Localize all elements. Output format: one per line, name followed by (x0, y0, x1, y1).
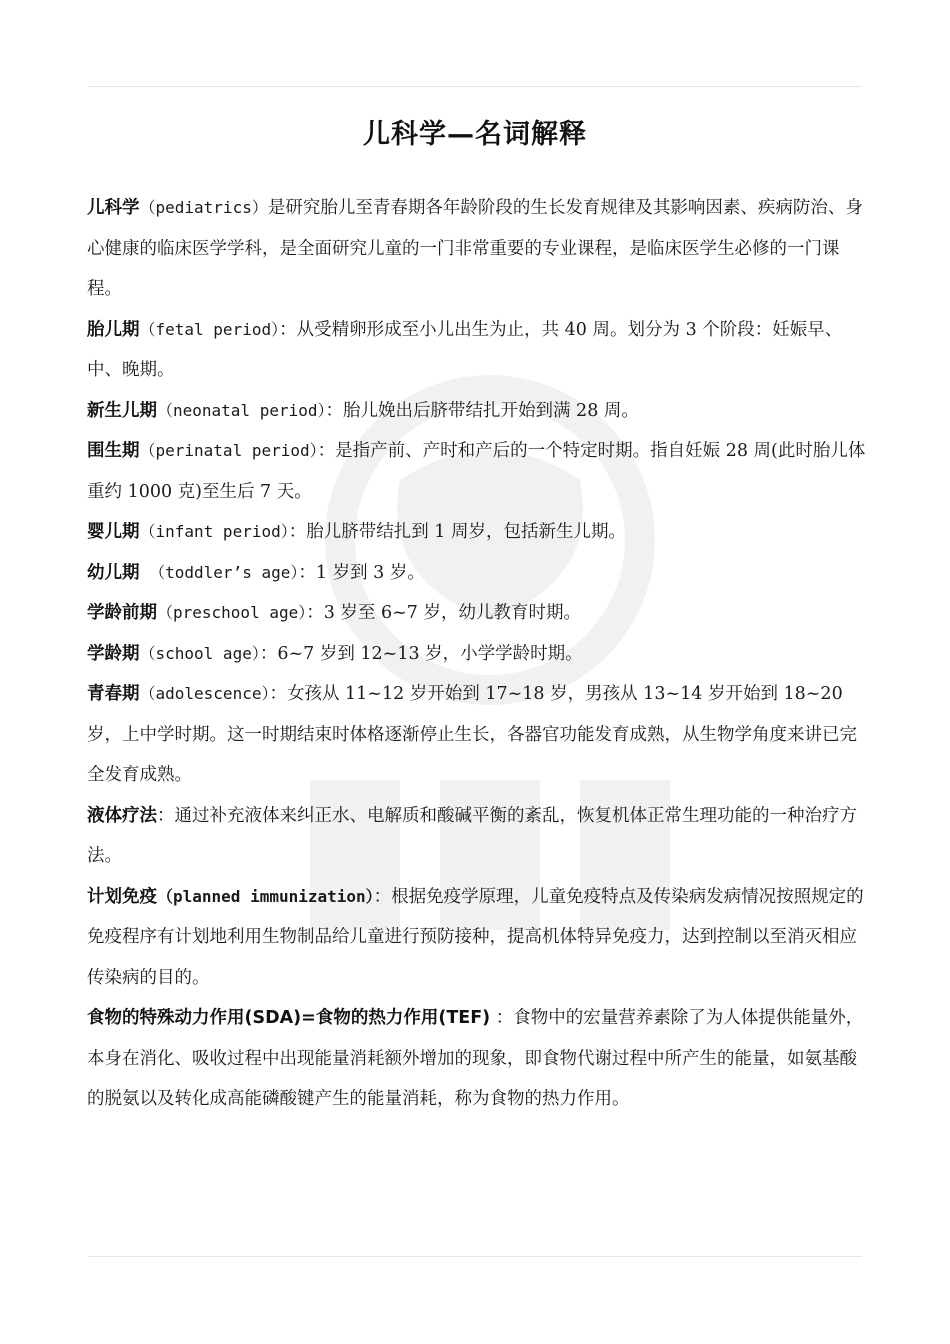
glossary-entry (87, 796, 867, 877)
glossary-entry (87, 188, 867, 310)
entry-separator: ： (259, 643, 278, 664)
entry-english: （preschool age） (157, 603, 307, 622)
entry-separator: ： (373, 886, 392, 907)
entry-definition: 女孩从 11~12 岁开始到 17~18 岁，男孩从 13~14 岁开始到 18~20 岁，上中学时期。这一时期结束时体格逐渐停止生长，各器官功能发育成熟，从生物学角度来讲已完全发育成熟。 (87, 684, 857, 785)
entry-term: 液体疗法 (87, 805, 157, 826)
entry-english: （adolescence） (139, 684, 270, 703)
entry-definition: 1 岁到 3 岁。 (315, 562, 425, 583)
entry-separator: ： (157, 805, 175, 826)
entry-separator: ： (306, 603, 324, 623)
entry-definition: 6~7 岁到 12~13 岁，小学学龄时期。 (277, 643, 583, 664)
entry-term: 儿科学 (87, 198, 140, 218)
glossary-entry (87, 998, 867, 1120)
glossary-entry (87, 431, 867, 512)
glossary-entry (87, 674, 867, 796)
glossary-entry (87, 593, 867, 634)
entry-term: 婴儿期 (87, 522, 140, 542)
entry-definition: 是研究胎儿至青春期各年龄阶段的生长发育规律及其影响因素、疾病防治、身心健康的临床医学学科，是全面研究儿童的一门非常重要的专业课程，是临床医学生必修的一门课程。 (87, 198, 863, 299)
entry-definition: 从受精卵形成至小儿出生为止，共 40 周。划分为 3 个阶段：妊娠早、中、晚期。 (87, 319, 843, 380)
header-rule (88, 86, 862, 87)
entry-term: 幼儿期 (87, 562, 140, 583)
entry-definition: 胎儿脐带结扎到 1 周岁，包括新生儿期。 (306, 522, 626, 542)
entry-term: 计划免疫 (87, 886, 157, 907)
entry-separator: ： (490, 1008, 514, 1028)
entry-separator: ： (317, 441, 336, 461)
glossary-entry (87, 634, 867, 675)
entry-english: （planned immunization） (157, 886, 374, 906)
entry-term: 围生期 (87, 441, 140, 461)
entry-english: （pediatrics） (139, 198, 268, 217)
entry-term: 食物的特殊动力作用(SDA)=食物的热力作用(TEF) (87, 1008, 491, 1028)
entry-separator: ： (298, 562, 316, 583)
entry-definition: 根据免疫学原理，儿童免疫特点及传染病发病情况按照规定的免疫程序有计划地利用生物制品给儿童进行预防接种，提高机体特异免疫力，达到控制以至消灭相应传染病的目的。 (87, 886, 864, 988)
entry-term: 胎儿期 (87, 319, 140, 340)
glossary-entry (87, 310, 867, 391)
glossary-entry (87, 391, 867, 432)
page-title: 儿科学—名词解释 (363, 119, 587, 150)
entry-term: 新生儿期 (87, 400, 157, 421)
entry-definition: 3 岁至 6~7 岁，幼儿教育时期。 (323, 603, 581, 623)
entry-separator: ： (269, 684, 287, 704)
entry-english: （toddler’s age） (139, 562, 299, 582)
entry-term: 学龄前期 (87, 603, 157, 623)
entry-term: 青春期 (87, 684, 140, 704)
entry-english: （neonatal period） (157, 400, 326, 420)
entry-separator: ： (288, 522, 307, 542)
entry-separator: ： (325, 400, 343, 421)
footer-rule (88, 1256, 862, 1257)
glossary-list (87, 188, 867, 1120)
entry-english: （school age） (139, 643, 260, 663)
entry-term: 学龄期 (87, 643, 140, 664)
entry-english: （fetal period） (139, 319, 280, 339)
entry-definition: 食物中的宏量营养素除了为人体提供能量外，本身在消化、吸收过程中出现能量消耗额外增加的现象，即食物代谢过程中所产生的能量，如氨基酸的脱氨以及转化成高能磷酸键产生的能量消耗，称为食物的热力作用。 (87, 1008, 864, 1109)
glossary-entry (87, 877, 867, 999)
glossary-entry (87, 553, 867, 594)
entry-definition: 通过补充液体来纠正水、电解质和酸碱平衡的紊乱，恢复机体正常生理功能的一种治疗方法。 (87, 805, 857, 866)
entry-separator: ： (279, 319, 297, 340)
glossary-entry (87, 512, 867, 553)
entry-definition: 是指产前、产时和产后的一个特定时期。指自妊娠 28 周(此时胎儿体重约 1000 克)至生后 7 天。 (87, 441, 866, 502)
entry-english: （perinatal period） (139, 441, 318, 460)
entry-definition: 胎儿娩出后脐带结扎开始到满 28 周。 (343, 400, 639, 421)
entry-english: （infant period） (139, 522, 289, 541)
